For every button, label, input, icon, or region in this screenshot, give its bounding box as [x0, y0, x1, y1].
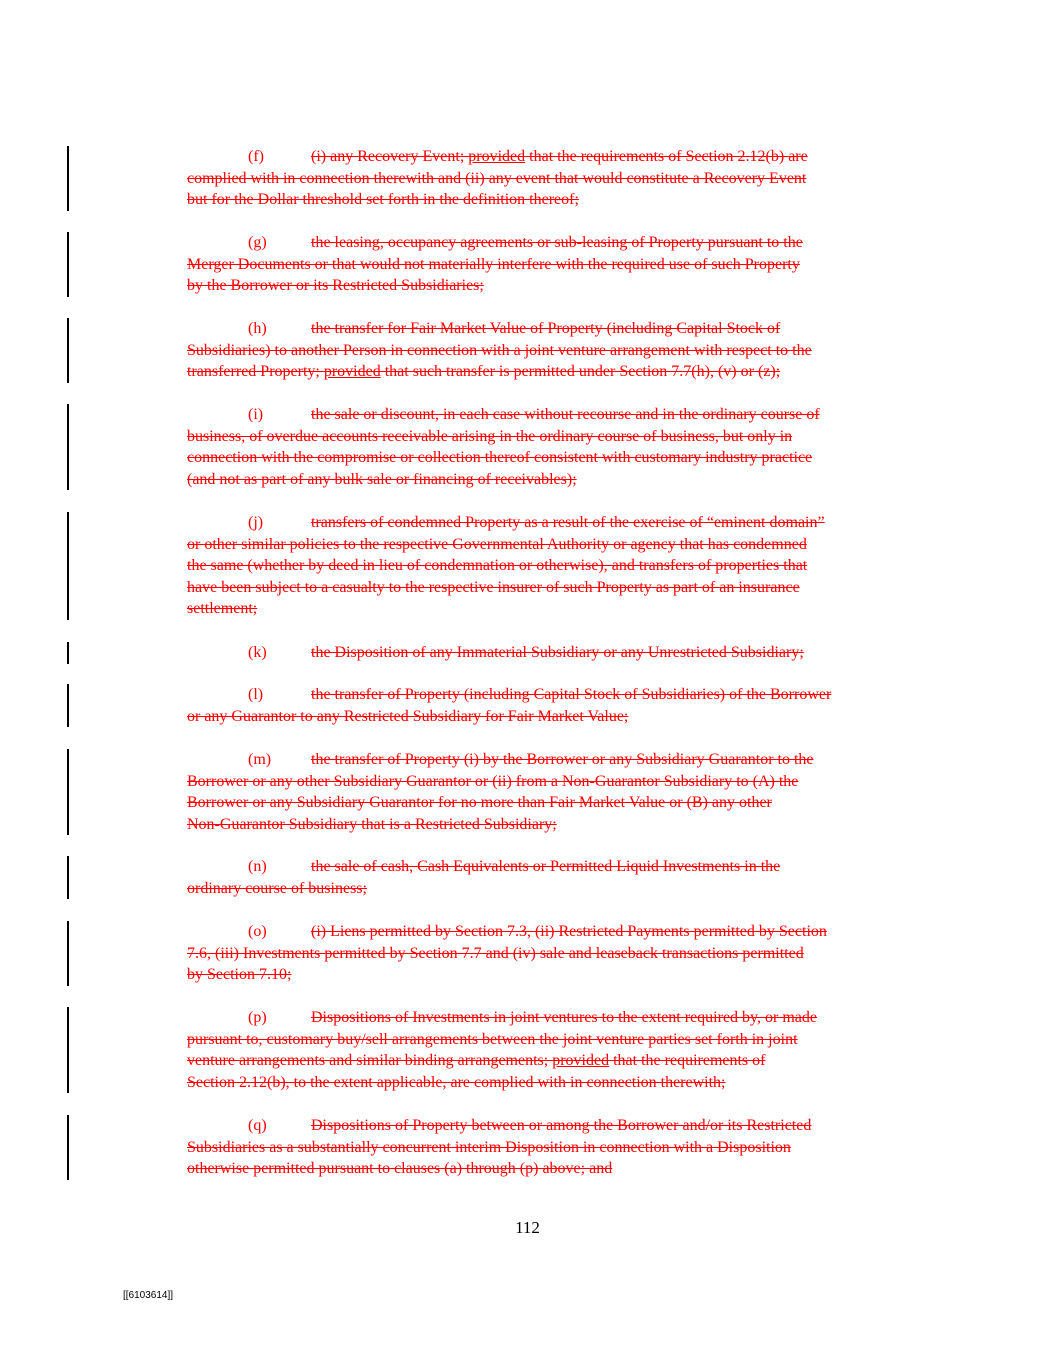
clause-text: the transfer of Property (i) by the Borrower or any Subsidiary Guarantor to the — [311, 751, 814, 768]
clause-text: have been subject to a casualty to the respective insurer of such Property as part of an insurance — [187, 578, 800, 596]
clause-line — [187, 426, 929, 448]
clause-label: (m) — [248, 751, 272, 768]
clause-line — [187, 361, 929, 383]
change-bar — [67, 1007, 69, 1093]
clause-line — [187, 921, 929, 943]
clause-line — [187, 1050, 929, 1072]
clause-text: pursuant to, customary buy/sell arrangements between the joint venture parties set forth in joint — [187, 1030, 798, 1048]
change-bar — [67, 318, 69, 383]
change-bar — [67, 512, 69, 620]
clause-label: (l) — [248, 686, 264, 703]
clause-text: Subsidiaries as a substantially concurrent interim Disposition in connection with a Disposition — [187, 1138, 791, 1156]
clause-text: that the requirements of Section 2.12(b) are — [525, 148, 808, 165]
clause-text: the leasing, occupancy agreements or sub-leasing of Property pursuant to the — [311, 234, 803, 251]
clause-line — [187, 340, 929, 362]
clause-text: (i) any Recovery Event; — [311, 148, 469, 165]
clause-text: (and not as part of any bulk sale or financing of receivables); — [187, 470, 577, 488]
clause-text: the transfer of Property (including Capital Stock of Subsidiaries) of the Borrower — [311, 686, 832, 703]
clause-text: settlement; — [187, 600, 258, 617]
clause-label: (n) — [248, 858, 267, 875]
clause-text: the sale or discount, in each case without recourse and in the ordinary course of — [311, 406, 820, 423]
document-id: [[6103614]] — [123, 1290, 174, 1301]
clause-line — [187, 642, 929, 664]
clause-label: (p) — [248, 1009, 267, 1026]
clause-text: the transfer for Fair Market Value of Property (including Capital Stock of — [311, 320, 781, 337]
underlined-term: provided — [552, 1052, 610, 1069]
underlined-term: provided — [323, 363, 381, 380]
clause-text: otherwise permitted pursuant to clauses (a) through (p) above; and — [187, 1160, 613, 1177]
clause-line — [187, 684, 929, 706]
clause-text: by Section 7.10; — [187, 966, 292, 983]
clause-paragraph — [187, 642, 929, 664]
clause-paragraph — [187, 232, 929, 297]
underlined-term: provided — [468, 148, 526, 165]
clause-line — [187, 771, 929, 793]
clause-line — [187, 404, 929, 426]
clause-text: Dispositions of Property between or among the Borrower and/or its Restricted — [311, 1117, 812, 1134]
change-bar — [67, 232, 69, 297]
clause-text: 7.6, (iii) Investments permitted by Section 7.7 and (iv) sale and leaseback transactions permitted — [187, 944, 804, 962]
clause-paragraph — [187, 512, 929, 620]
clause-line — [187, 814, 929, 836]
clause-paragraph — [187, 856, 929, 899]
clause-line — [187, 1137, 929, 1159]
clause-text: that such transfer is permitted under Section 7.7(h), (v) or (z); — [380, 363, 781, 380]
clause-text: Subsidiaries) to another Person in connection with a joint venture arrangement with respect to the — [187, 341, 812, 359]
page-number: 112 — [515, 1218, 540, 1237]
change-bar — [67, 684, 69, 727]
clause-line — [187, 1007, 929, 1029]
change-bar — [67, 856, 69, 899]
clause-label: (j) — [248, 514, 264, 531]
clause-label: (i) — [248, 406, 264, 423]
clause-text: the Disposition of any Immaterial Subsidiary or any Unrestricted Subsidiary; — [311, 644, 804, 661]
change-bar — [67, 642, 69, 664]
clause-line — [187, 856, 929, 878]
clause-line — [187, 168, 929, 190]
clause-text: that the requirements of — [609, 1052, 766, 1069]
clause-text: complied with in connection therewith and (ii) any event that would constitute a Recovery Event — [187, 169, 807, 187]
clause-text: business, of overdue accounts receivable arising in the ordinary course of business, but only in — [187, 427, 793, 445]
clause-label: (h) — [248, 320, 267, 337]
clause-line — [187, 706, 929, 728]
clause-line — [187, 146, 929, 168]
clause-line — [187, 447, 929, 469]
clause-text: the same (whether by deed in lieu of condemnation or otherwise), and transfers of properties that — [187, 557, 808, 574]
clause-text: Borrower or any Subsidiary Guarantor for no more than Fair Market Value or (B) any other — [187, 794, 772, 811]
clause-paragraph — [187, 146, 929, 211]
clause-text: or any Guarantor to any Restricted Subsidiary for Fair Market Value; — [187, 707, 629, 725]
clause-label: (o) — [248, 923, 267, 940]
clause-line — [187, 1072, 929, 1094]
clause-text: Dispositions of Investments in joint ventures to the extent required by, or made — [311, 1009, 817, 1026]
clause-text: transferred Property; — [187, 363, 324, 380]
clause-text: transfers of condemned Property as a result of the exercise of “eminent domain” — [311, 514, 825, 531]
clause-line — [187, 469, 929, 491]
clause-line — [187, 577, 929, 599]
clause-paragraph — [187, 684, 929, 727]
clause-text: Section 2.12(b), to the extent applicable, are complied with in connection therewith; — [187, 1073, 726, 1091]
clause-line — [187, 189, 929, 211]
clause-text: Merger Documents or that would not materially interfere with the required use of such Property — [187, 255, 800, 273]
clause-line — [187, 878, 929, 900]
clause-text: (i) Liens permitted by Section 7.3, (ii) Restricted Payments permitted by Section — [311, 923, 827, 940]
clause-label: (q) — [248, 1117, 267, 1134]
clause-line — [187, 1029, 929, 1051]
clause-line — [187, 964, 929, 986]
clause-label: (g) — [248, 234, 267, 251]
clause-text: venture arrangements and similar binding arrangements; — [187, 1052, 553, 1069]
change-bar — [67, 749, 69, 835]
clause-line — [187, 232, 929, 254]
clause-line — [187, 512, 929, 534]
clause-label: (f) — [248, 148, 264, 165]
change-bar — [67, 404, 69, 490]
clause-paragraph — [187, 318, 929, 383]
clause-paragraph — [187, 749, 929, 835]
clause-line — [187, 534, 929, 556]
clause-text: but for the Dollar threshold set forth in the definition thereof; — [187, 191, 579, 208]
clause-line — [187, 555, 929, 577]
clause-text: ordinary course of business; — [187, 879, 367, 897]
clause-line — [187, 792, 929, 814]
clause-paragraph — [187, 1007, 929, 1093]
clause-text: Borrower or any other Subsidiary Guarantor or (ii) from a Non-Guarantor Subsidiary to (A) the — [187, 772, 799, 790]
clause-line — [187, 275, 929, 297]
clause-label: (k) — [248, 644, 267, 661]
clause-paragraph — [187, 404, 929, 490]
clause-line — [187, 1115, 929, 1137]
change-bar — [67, 921, 69, 986]
clause-line — [187, 598, 929, 620]
clause-line — [187, 318, 929, 340]
change-bar — [67, 1115, 69, 1180]
clause-line — [187, 254, 929, 276]
clause-line — [187, 1158, 929, 1180]
clause-line — [187, 943, 929, 965]
clause-text: or other similar policies to the respective Governmental Authority or agency that has condemned — [187, 535, 807, 553]
clause-text: the sale of cash, Cash Equivalents or Permitted Liquid Investments in the — [311, 858, 781, 875]
clause-text: connection with the compromise or collection thereof consistent with customary industry practice — [187, 449, 813, 466]
change-bar — [67, 146, 69, 211]
clause-paragraph — [187, 921, 929, 986]
clause-paragraph — [187, 1115, 929, 1180]
clause-line — [187, 749, 929, 771]
clause-text: by the Borrower or its Restricted Subsidiaries; — [187, 277, 484, 294]
clause-text: Non-Guarantor Subsidiary that is a Restricted Subsidiary; — [187, 815, 557, 833]
